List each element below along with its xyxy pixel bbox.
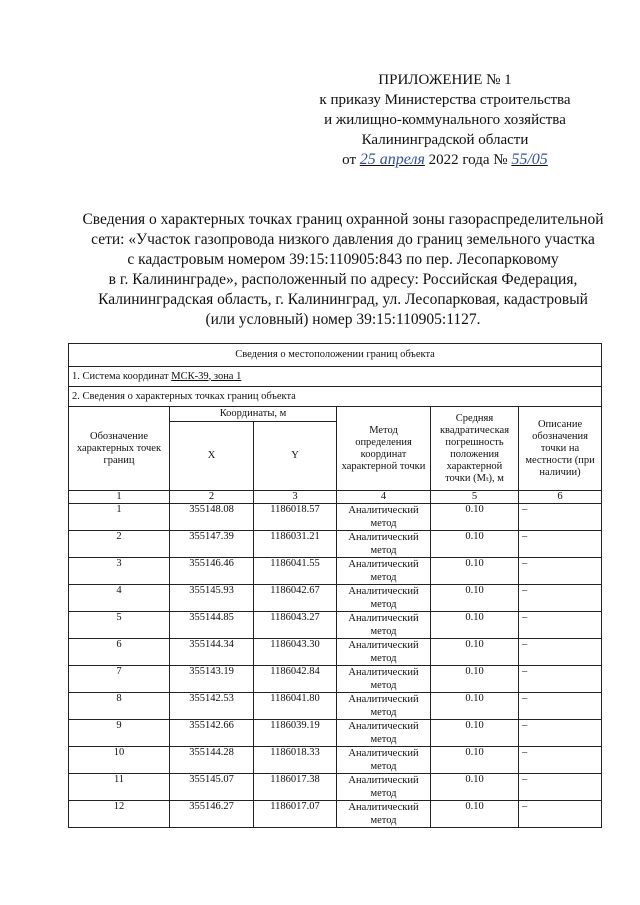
x-coordinate-cell: 355144.28 [170,747,254,774]
table-row [69,747,602,774]
appendix-title: ПРИЛОЖЕНИЕ № 1 [378,72,512,88]
x-coordinate-cell: 355144.85 [170,612,254,639]
point-number-cell: 7 [69,666,170,693]
table-row [69,612,602,639]
header-coords: Координаты, м [170,407,337,422]
description-cell: – [519,639,602,666]
x-coordinate-cell: 355146.46 [170,558,254,585]
point-number-cell: 8 [69,693,170,720]
x-coordinate-cell: 355146.27 [170,801,254,828]
error-cell: 0.10 [431,531,519,558]
error-cell: 0.10 [431,801,519,828]
point-number-cell: 6 [69,639,170,666]
y-coordinate-cell: 1186018.57 [254,504,337,531]
description-cell: – [519,747,602,774]
coord-system-label: 1. Система координат [72,370,169,382]
coord-system-value: МСК-39, зона 1 [171,370,242,382]
header-point-id: Обозначение характерных точек границ [69,407,170,491]
order-number-handwritten: 55/05 [511,151,548,168]
method-cell: Аналитический метод [337,531,431,558]
document-title [78,210,608,330]
title-line: в г. Калининграде», расположенный по адресу: Российская Федерация, [108,271,578,288]
x-coordinate-cell: 355145.07 [170,774,254,801]
description-cell: – [519,801,602,828]
table-row [69,639,602,666]
x-coordinate-cell: 355144.34 [170,639,254,666]
order-line [300,150,590,170]
y-coordinate-cell: 1186042.67 [254,585,337,612]
description-cell: – [519,558,602,585]
description-cell: – [519,666,602,693]
description-cell: – [519,531,602,558]
error-cell: 0.10 [431,639,519,666]
method-cell: Аналитический метод [337,666,431,693]
table-row [69,531,602,558]
error-cell: 0.10 [431,558,519,585]
description-cell: – [519,504,602,531]
error-cell: 0.10 [431,504,519,531]
method-cell: Аналитический метод [337,504,431,531]
table-row [69,693,602,720]
method-cell: Аналитический метод [337,720,431,747]
y-coordinate-cell: 1186043.30 [254,639,337,666]
y-coordinate-cell: 1186041.80 [254,693,337,720]
appendix-header [300,70,590,170]
y-coordinate-cell: 1186031.21 [254,531,337,558]
column-number: 4 [337,491,431,504]
point-number-cell: 10 [69,747,170,774]
x-coordinate-cell: 355145.93 [170,585,254,612]
header-x: X [170,422,254,491]
order-year: 2022 года № [428,152,508,168]
section-title: Сведения о местоположении границ объекта [69,344,602,367]
method-cell: Аналитический метод [337,585,431,612]
title-line: с кадастровым номером 39:15:110905:843 по пер. Лесопарковому [127,251,559,268]
point-number-cell: 11 [69,774,170,801]
error-cell: 0.10 [431,693,519,720]
error-cell: 0.10 [431,747,519,774]
x-coordinate-cell: 355147.39 [170,531,254,558]
method-cell: Аналитический метод [337,558,431,585]
coord-system-row [69,367,602,387]
table-row [69,801,602,828]
point-number-cell: 9 [69,720,170,747]
x-coordinate-cell: 355142.66 [170,720,254,747]
method-cell: Аналитический метод [337,639,431,666]
point-number-cell: 12 [69,801,170,828]
error-cell: 0.10 [431,720,519,747]
description-cell: – [519,585,602,612]
points-section-title: 2. Сведения о характерных точках границ объекта [69,387,602,407]
header-line: к приказу Министерства строительства [319,92,571,108]
method-cell: Аналитический метод [337,747,431,774]
header-line: и жилищно-коммунального хозяйства [324,112,566,128]
column-number: 1 [69,491,170,504]
y-coordinate-cell: 1186018.33 [254,747,337,774]
method-cell: Аналитический метод [337,801,431,828]
point-number-cell: 5 [69,612,170,639]
y-coordinate-cell: 1186017.38 [254,774,337,801]
title-line: сети: «Участок газопровода низкого давления до границ земельного участка [91,231,595,248]
point-number-cell: 4 [69,585,170,612]
table-row [69,504,602,531]
table-row [69,585,602,612]
title-line: Сведения о характерных точках границ охранной зоны газораспределительной [82,211,604,228]
y-coordinate-cell: 1186041.55 [254,558,337,585]
point-number-cell: 1 [69,504,170,531]
method-cell: Аналитический метод [337,774,431,801]
description-cell: – [519,693,602,720]
method-cell: Аналитический метод [337,612,431,639]
y-coordinate-cell: 1186017.07 [254,801,337,828]
x-coordinate-cell: 355148.08 [170,504,254,531]
description-cell: – [519,612,602,639]
table-row [69,720,602,747]
description-cell: – [519,774,602,801]
table-row [69,666,602,693]
description-cell: – [519,720,602,747]
boundary-points-table [68,343,602,828]
y-coordinate-cell: 1186042.84 [254,666,337,693]
title-line: Калининградская область, г. Калининград, ул. Лесопарковая, кадастровый [98,291,588,308]
method-cell: Аналитический метод [337,693,431,720]
title-line: (или условный) номер 39:15:110905:1127. [205,311,481,328]
column-number: 3 [254,491,337,504]
x-coordinate-cell: 355143.19 [170,666,254,693]
header-description: Описание обозначения точки на местности (при наличии) [519,407,602,491]
table-row [69,558,602,585]
point-number-cell: 3 [69,558,170,585]
point-number-cell: 2 [69,531,170,558]
y-coordinate-cell: 1186043.27 [254,612,337,639]
column-number: 2 [170,491,254,504]
column-number: 6 [519,491,602,504]
y-coordinate-cell: 1186039.19 [254,720,337,747]
error-cell: 0.10 [431,774,519,801]
header-y: Y [254,422,337,491]
error-cell: 0.10 [431,612,519,639]
table-row [69,774,602,801]
error-cell: 0.10 [431,585,519,612]
column-number: 5 [431,491,519,504]
error-cell: 0.10 [431,666,519,693]
header-method: Метод определения координат характерной точки [337,407,431,491]
x-coordinate-cell: 355142.53 [170,693,254,720]
header-line: Калининградской области [361,132,529,148]
header-error: Средняя квадратическая погрешность положения характерной точки (Mₜ), м [431,407,519,491]
order-date-handwritten: 25 апреля [359,151,425,168]
order-prefix: от [342,152,357,168]
